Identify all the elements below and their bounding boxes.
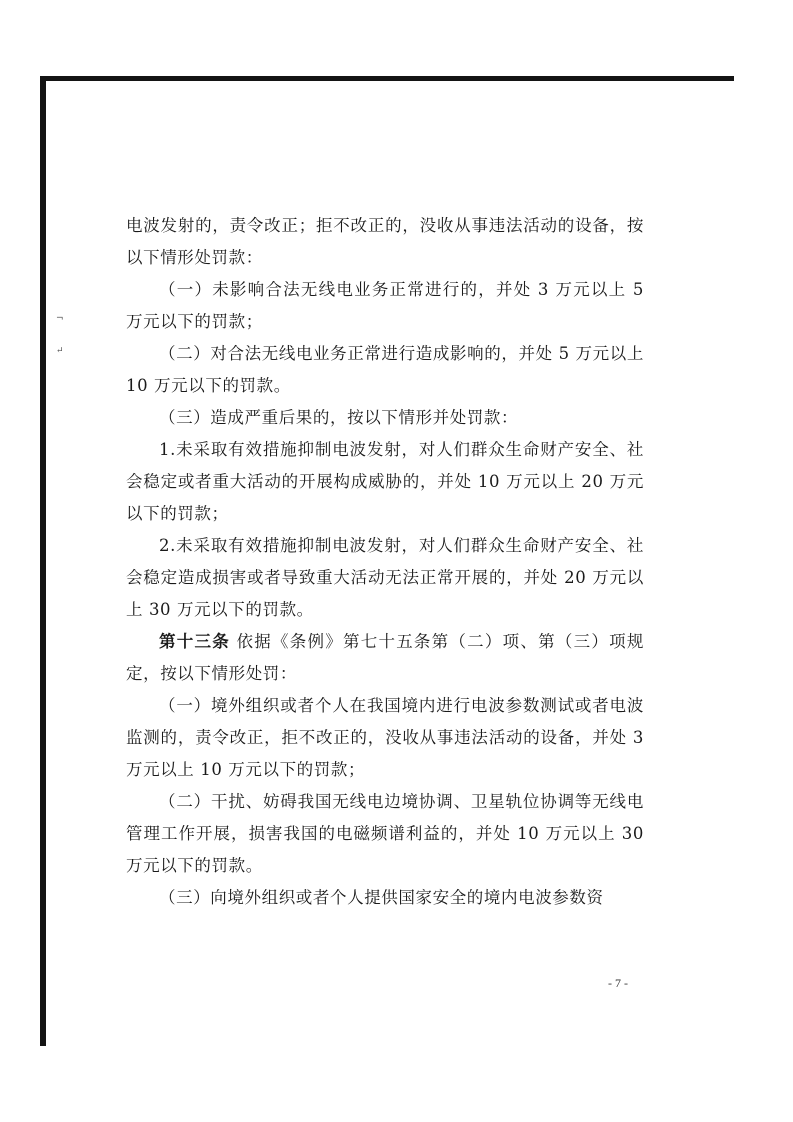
page-number: - 7 -	[608, 976, 628, 990]
scan-border-top	[40, 76, 734, 81]
article-heading: 第十三条	[159, 632, 230, 651]
scan-border-left	[40, 76, 46, 1046]
paragraph: （三）向境外组织或者个人提供国家安全的境内电波参数资	[159, 888, 604, 907]
article-text: 依据《条例》第七十五条第（二）项、第（三）项规定，按以下情形处罚：	[126, 632, 644, 683]
scan-mark: ↵	[56, 346, 64, 356]
paragraph: （二）对合法无线电业务正常进行造成影响的，并处 5 万元以上 10 万元以下的罚款。	[126, 344, 644, 395]
document-body	[126, 210, 644, 914]
scan-mark: ¬	[56, 314, 64, 324]
paragraph: （一）境外组织或者个人在我国境内进行电波参数测试或者电波监测的，责令改正，拒不改正的，没收从事违法活动的设备，并处 3 万元以上 10 万元以下的罚款；	[126, 696, 644, 779]
paragraph: 电波发射的，责令改正；拒不改正的，没收从事违法活动的设备，按以下情形处罚款：	[126, 216, 644, 267]
paragraph: 1.未采取有效措施抑制电波发射，对人们群众生命财产安全、社会稳定或者重大活动的开展构成威胁的，并处 10 万元以上 20 万元以下的罚款；	[126, 440, 644, 523]
paragraph: （二）干扰、妨碍我国无线电边境协调、卫星轨位协调等无线电管理工作开展，损害我国的电磁频谱利益的，并处 10 万元以上 30 万元以下的罚款。	[126, 792, 644, 875]
paragraph: 2.未采取有效措施抑制电波发射，对人们群众生命财产安全、社会稳定造成损害或者导致重大活动无法正常开展的，并处 20 万元以上 30 万元以下的罚款。	[126, 536, 644, 619]
paragraph: （三）造成严重后果的，按以下情形并处罚款：	[159, 408, 519, 427]
article-paragraph	[126, 626, 644, 690]
paragraph: （一）未影响合法无线电业务正常进行的，并处 3 万元以上 5 万元以下的罚款；	[126, 280, 644, 331]
